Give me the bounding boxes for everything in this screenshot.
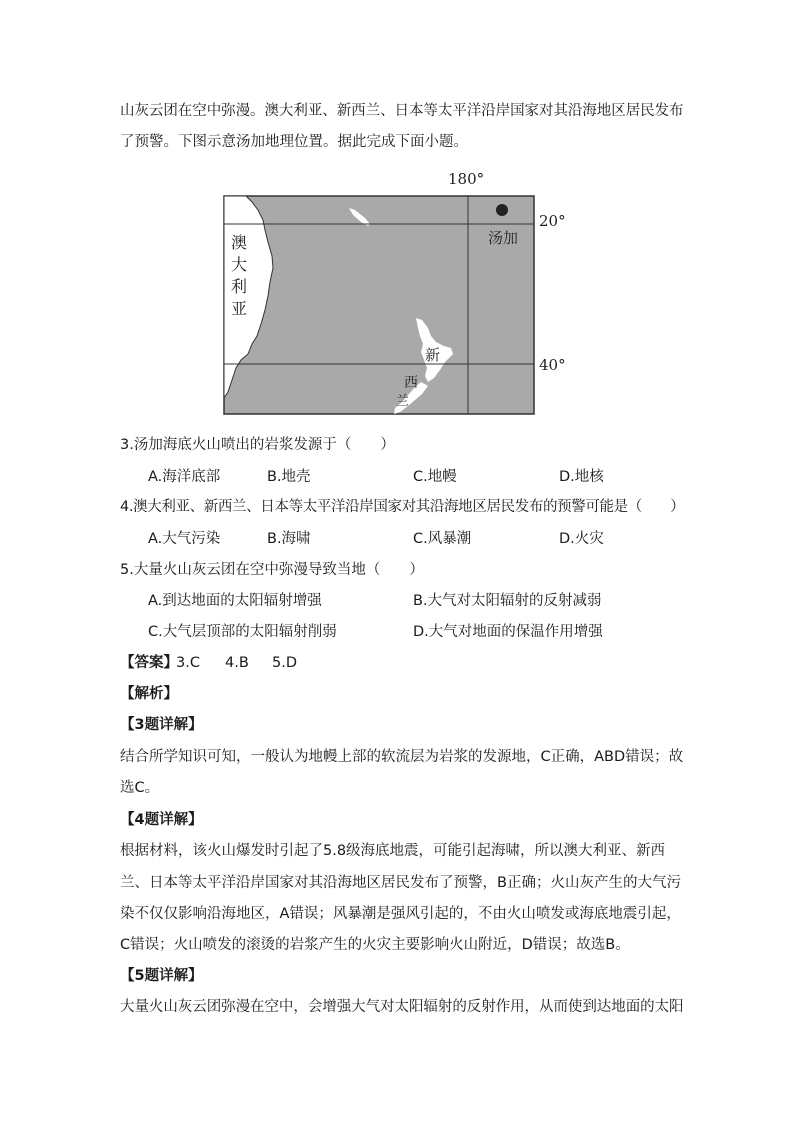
new-zealand-label-1: 新: [425, 346, 441, 364]
latitude-label-40: 40°: [539, 356, 566, 374]
q4-option-d: D.火灾: [559, 531, 604, 547]
q4-option-a: A.大气污染: [148, 531, 221, 547]
q3-analysis-line: 选C。: [120, 780, 160, 796]
tonga-location-map: [222, 168, 582, 418]
longitude-label-180: 180°: [448, 170, 485, 188]
answer-q4: 4.B: [225, 655, 249, 671]
australia-char: 利: [231, 277, 248, 296]
australia-char: 澳: [231, 233, 248, 252]
q5-analysis-heading: 【5题详解】: [120, 968, 203, 984]
q4-analysis-line: C错误；火山喷发的滚烫的岩浆产生的火灾主要影响火山附近，D错误；故选B。: [120, 937, 630, 953]
q4-analysis-heading: 【4题详解】: [120, 812, 203, 828]
map-figure: [222, 168, 582, 418]
tonga-label: 汤加: [488, 229, 519, 247]
question-5-stem: 5.大量火山灰云团在空中弥漫导致当地（ ）: [120, 562, 424, 578]
latitude-label-20: 20°: [539, 212, 566, 230]
q5-option-a: A.到达地面的太阳辐射增强: [148, 593, 322, 609]
question-4-stem: 4.澳大利亚、新西兰、日本等太平洋沿岸国家对其沿海地区居民发布的预警可能是（ ）: [120, 499, 685, 515]
tonga-marker: [496, 204, 508, 216]
analysis-heading: 【解析】: [120, 686, 178, 702]
australia-label: [231, 232, 247, 320]
q5-option-c: C.大气层顶部的太阳辐射削弱: [148, 624, 337, 640]
intro-line-2: 了预警。下图示意汤加地理位置。据此完成下面小题。: [120, 134, 468, 150]
q3-analysis-heading: 【3题详解】: [120, 717, 203, 733]
q3-analysis-line: 结合所学知识可知，一般认为地幔上部的软流层为岩浆的发源地，C正确，ABD错误；故: [120, 749, 684, 765]
answer-q5: 5.D: [272, 655, 297, 671]
q4-analysis-line: 根据材料，该火山爆发时引起了5.8级海底地震，可能引起海啸，所以澳大利亚、新西: [120, 843, 666, 859]
q4-analysis-line: 染不仅仅影响沿海地区，A错误；风暴潮是强风引起的，不由火山喷发或海底地震引起，: [120, 906, 681, 922]
q5-analysis-line: 大量火山灰云团弥漫在空中，会增强大气对太阳辐射的反射作用，从而使到达地面的太阳: [120, 999, 684, 1015]
q5-option-b: B.大气对太阳辐射的反射减弱: [413, 593, 602, 609]
q5-option-d: D.大气对地面的保温作用增强: [413, 624, 603, 640]
intro-line-1: 山灰云团在空中弥漫。澳大利亚、新西兰、日本等太平洋沿岸国家对其沿海地区居民发布: [120, 103, 684, 119]
q3-option-b: B.地壳: [267, 469, 311, 485]
q3-option-c: C.地幔: [413, 469, 457, 485]
answer-q3: 3.C: [176, 655, 200, 671]
new-zealand-label-3: 兰: [396, 394, 410, 409]
new-zealand-label-2: 西: [404, 375, 418, 391]
q3-option-d: D.地核: [559, 469, 604, 485]
q4-option-b: B.海啸: [267, 531, 311, 547]
q4-option-c: C.风暴潮: [413, 531, 472, 547]
australia-char: 亚: [231, 299, 248, 318]
answer-label: 【答案】: [120, 655, 178, 671]
australia-char: 大: [231, 255, 248, 274]
q3-option-a: A.海洋底部: [148, 469, 221, 485]
q4-analysis-line: 兰、日本等太平洋沿岸国家对其沿海地区居民发布了预警，B正确；火山灰产生的大气污: [120, 875, 681, 891]
question-3-stem: 3.汤加海底火山喷出的岩浆发源于（ ）: [120, 437, 395, 453]
